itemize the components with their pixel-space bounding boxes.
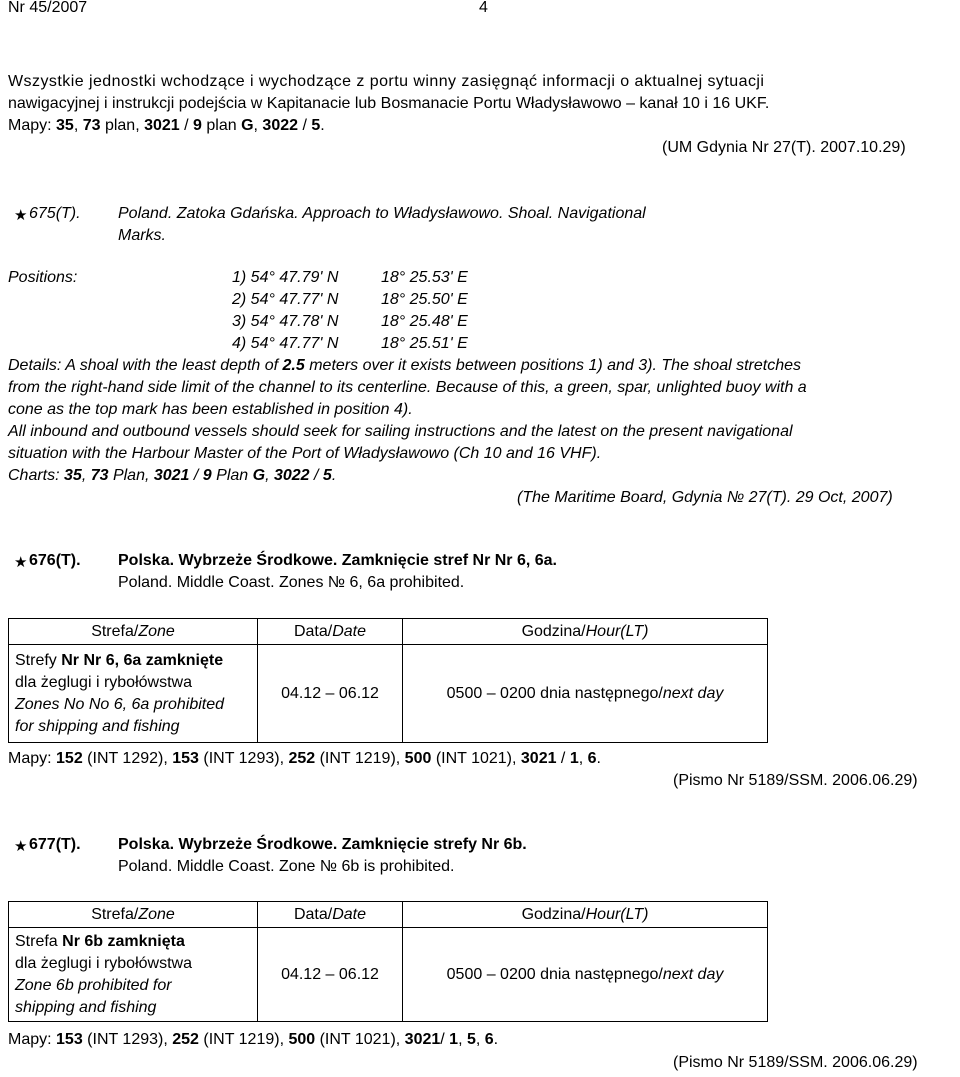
details-line: Details: A shoal with the least depth of 2.5 meters over it exists between positions 1) and 3). The shoal stretches [8,357,802,374]
position-3-lat: 3) 54° 47.78' N [232,313,339,330]
position-2-lat: 2) 54° 47.77' N [232,291,339,308]
zone-table [8,901,768,1022]
zone-cell: Strefy Nr Nr 6, 6a zamknięte dla żeglugi i rybołówstwa Zones No No 6, 6a prohibited for shipping and fishing [9,645,258,743]
maps-line: Mapy: 152 (INT 1292), 153 (INT 1293), 252 (INT 1219), 500 (INT 1021), 3021 / 1, 6. [8,750,601,767]
maps-line: Mapy: 153 (INT 1293), 252 (INT 1219), 500 (INT 1021), 3021/ 1, 5, 6. [8,1031,499,1048]
table-row [9,928,768,1022]
position-3-lon: 18° 25.48' E [381,313,468,330]
notice-number: 675(T). [29,205,81,222]
table-row [9,645,768,743]
notice-title-en: Poland. Middle Coast. Zones № 6, 6a prohibited. [118,574,465,591]
table-header-row [9,619,768,645]
intro-line-1: Wszystkie jednostki wchodzące i wychodzące z portu winny zasięgnąć informacji o aktualnej sytuacji [8,73,765,90]
header-zone: Strefa/Zone [9,902,258,928]
header-hour: Godzina/Hour(LT) [403,902,768,928]
position-1-lon: 18° 25.53' E [381,269,468,286]
details-line-4: All inbound and outbound vessels should seek for sailing instructions and the latest on the present navigational [8,423,793,440]
notice-title-line-2: Marks. [118,227,166,244]
hour-cell: 0500 – 0200 dnia następnego/next day [403,928,768,1022]
intro-maps-line: Mapy: 35, 73 plan, 3021 / 9 plan G, 3022 / 5. [8,117,325,134]
details-line-5: situation with the Harbour Master of the Port of Władysławowo (Ch 10 and 16 VHF). [8,445,602,462]
details-line-2: from the right-hand side limit of the channel to its centerline. Because of this, a green, spar, unlighted buoy with a [8,379,807,396]
notice-source: (Pismo Nr 5189/SSM. 2006.06.29) [673,1054,918,1071]
star-icon: ★ [14,838,28,855]
star-icon: ★ [14,207,28,224]
notice-title-pl: Polska. Wybrzeże Środkowe. Zamknięcie strefy Nr 6b. [118,836,527,853]
intro-line-2: nawigacyjnej i instrukcji podejścia w Kapitanacie lub Bosmanacie Portu Władysławowo – kanał 10 i 16 UKF. [8,95,770,112]
star-icon: ★ [14,554,28,571]
zone-cell: Strefa Nr 6b zamknięta dla żeglugi i rybołówstwa Zone 6b prohibited for shipping and fishing [9,928,258,1022]
notice-source: (The Maritime Board, Gdynia № 27(T). 29 Oct, 2007) [517,489,893,506]
charts-line: Charts: 35, 73 Plan, 3021 / 9 Plan G, 3022 / 5. [8,467,337,484]
position-1-lat: 1) 54° 47.79' N [232,269,339,286]
date-cell: 04.12 – 06.12 [258,645,403,743]
intro-source: (UM Gdynia Nr 27(T). 2007.10.29) [662,139,906,156]
details-line-3: cone as the top mark has been established in position 4). [8,401,413,418]
notice-number: 676(T). [29,552,81,569]
table-header-row [9,902,768,928]
zone-table [8,618,768,743]
notice-title-line-1: Poland. Zatoka Gdańska. Approach to Władysławowo. Shoal. Navigational [118,205,646,222]
notice-number: 677(T). [29,836,81,853]
issue-number: Nr 45/2007 [8,0,88,16]
header-zone: Strefa/Zone [9,619,258,645]
position-4-lon: 18° 25.51' E [381,335,468,352]
notice-title-pl: Polska. Wybrzeże Środkowe. Zamknięcie stref Nr Nr 6, 6a. [118,552,557,569]
page-number: 4 [479,0,488,16]
notice-source: (Pismo Nr 5189/SSM. 2006.06.29) [673,772,918,789]
position-4-lat: 4) 54° 47.77' N [232,335,339,352]
header-hour: Godzina/Hour(LT) [403,619,768,645]
positions-label: Positions: [8,269,78,286]
hour-cell: 0500 – 0200 dnia następnego/next day [403,645,768,743]
header-date: Data/Date [258,619,403,645]
date-cell: 04.12 – 06.12 [258,928,403,1022]
notice-title-en: Poland. Middle Coast. Zone № 6b is prohibited. [118,858,455,875]
position-2-lon: 18° 25.50' E [381,291,468,308]
header-date: Data/Date [258,902,403,928]
